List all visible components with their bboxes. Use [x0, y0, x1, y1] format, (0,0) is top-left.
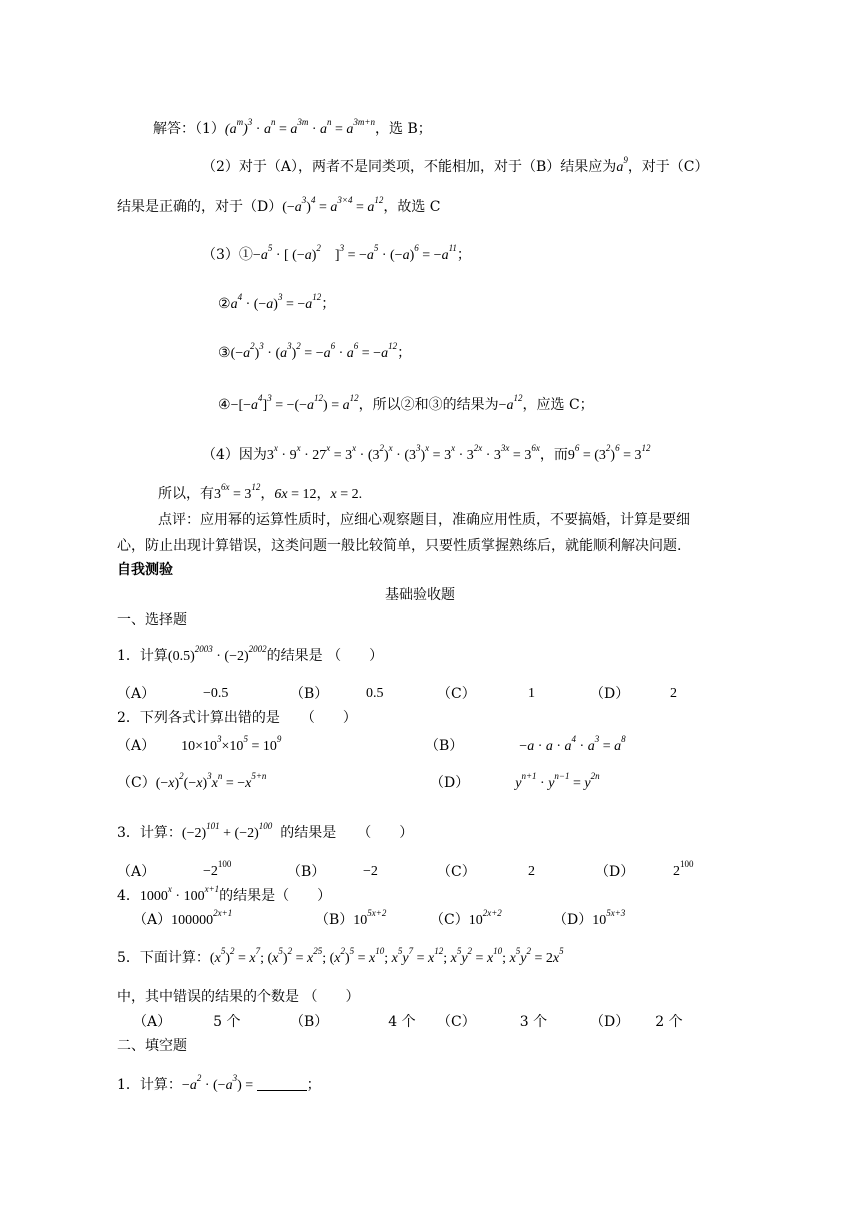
- solution-2b-text: 结果是正确的，对于（D）: [117, 199, 283, 215]
- q5-option-a[interactable]: [133, 1012, 240, 1032]
- q4-option-b-value: $10^{5x+2}$: [353, 908, 387, 928]
- q3-option-b[interactable]: [287, 862, 325, 882]
- solution-line-3-4: [218, 395, 594, 416]
- q5-option-c-label: （C）: [437, 1014, 476, 1030]
- q2-option-c-label: （C）: [117, 775, 156, 791]
- solution-3-1-math: $-a^5$ · [ $(-a)^2$ ]$^3 = -a^5 \cdot (-a)^6 = -a^{11}$: [252, 243, 457, 263]
- q2-option-b-math: $-a \cdot a \cdot a^4 \cdot a^3 = a^8$: [519, 734, 626, 754]
- q5-option-b-label: （B）: [290, 1014, 329, 1030]
- q1-option-a[interactable]: [117, 684, 155, 704]
- solution-4-mid: ，而: [539, 447, 568, 463]
- q1-option-d[interactable]: [590, 684, 629, 704]
- solution-line-3-1: [202, 245, 471, 266]
- q3-option-a-label: （A）: [117, 864, 156, 880]
- semicolon: ；: [456, 247, 471, 263]
- q5-option-c[interactable]: [437, 1012, 547, 1032]
- solution-3-2-label: ②: [218, 296, 231, 312]
- semicolon: ；: [321, 296, 336, 312]
- solution-4-math2: $9^6 = (3^2)^6 = 3^{12}$: [567, 443, 651, 463]
- q3-option-d[interactable]: [595, 862, 634, 882]
- self-test-heading: 自我测验: [117, 562, 173, 578]
- q2-stem: 2．下列各式计算出错的是 （ ）: [117, 710, 357, 726]
- solution-4-math: $3^x \cdot 9^x \cdot 27^x = 3^x \cdot (3^2)^x \cdot (3^3)^x = 3^x \cdot 3^{2x} \cdot 3^{3x} = 3^{6x}$: [266, 443, 540, 463]
- comment-line-1: 点评：应用幂的运算性质时，应细心观察题目，准确应用性质，不要搞婚，计算是要细: [158, 512, 690, 528]
- solution-1-math: $(a^m)^3 \cdot a^n = a^{3m} \cdot a^n = a^{3m+n}$: [224, 117, 375, 137]
- q3-option-b-label: （B）: [287, 864, 326, 880]
- solution-1-tail: ，选 B；: [375, 121, 432, 137]
- q4-option-a[interactable]: [133, 910, 232, 931]
- q5-option-a-label: （A）: [133, 1014, 172, 1030]
- solution-5-label: 所以，有: [158, 486, 214, 502]
- solution-2b-math: $(-a^3)^4 = a^{3\times 4} = a^{12}$: [282, 195, 384, 215]
- q5-option-d-value: 2 个: [655, 1014, 683, 1030]
- fill-1-answer-blank[interactable]: [257, 1076, 307, 1091]
- q4-option-c-label: （C）: [430, 912, 469, 928]
- q1-option-c[interactable]: [437, 684, 476, 704]
- q4-option-a-label: （A）: [133, 912, 172, 928]
- q3-option-d-value: $2^{100}$: [673, 859, 694, 879]
- q4-tail: 的结果是（ ）: [219, 888, 332, 904]
- q3-math: $(-2)^{101} + (-2)^{100}$: [181, 821, 273, 841]
- q2-option-c[interactable]: [117, 773, 266, 794]
- q3-option-c-value: 2: [528, 864, 535, 879]
- q1-math: $(0.5)^{2003} \cdot (-2)^{2002}$: [167, 644, 267, 664]
- q2-option-d-label: （D）: [430, 775, 470, 791]
- q2-option-a[interactable]: [117, 736, 281, 757]
- q1-option-a-value: [203, 684, 228, 704]
- q1-option-c-value: 1: [528, 686, 535, 701]
- q3-option-d-label: （D）: [595, 864, 635, 880]
- q1-option-b-label: （B）: [290, 686, 329, 702]
- q1-label: 1．计算: [117, 648, 168, 664]
- solution-5-math: $3^{6x} = 3^{12}$，6x = 12，x = 2.: [214, 482, 363, 502]
- q1-tail: 的结果是 （ ）: [266, 648, 384, 664]
- solution-line-3-2: [218, 294, 335, 315]
- fill-1-tail: ；: [306, 1077, 321, 1093]
- q1-option-b-value: 0.5: [366, 686, 384, 701]
- q2-option-b-label: （B）: [425, 738, 464, 754]
- q4-math: $1000^x \cdot 100^{x+1}$: [139, 884, 220, 904]
- q4-option-d-label: （D）: [553, 912, 593, 928]
- q2-option-c-math: $(-x)^2(-x)^3x^n = -x^{5+n}$: [155, 771, 267, 791]
- q4-option-c[interactable]: [430, 910, 502, 931]
- q5-option-b-value: 4 个: [388, 1014, 416, 1030]
- solution-4-label: （4）因为: [202, 447, 267, 463]
- q5-label: 5．下面计算：: [117, 950, 210, 966]
- solution-3-4-math: $-[-a^4]^3 = -(-a^{12}) = a^{12}$: [230, 393, 359, 413]
- solution-3-4-label: ④: [218, 397, 231, 413]
- q4-option-d-value: $10^{5x+3}$: [592, 908, 626, 928]
- self-test-subheading: 基础验收题: [385, 587, 455, 603]
- q2-option-b[interactable]: [425, 736, 626, 757]
- solution-3-3-math: $(-a^2)^3 \cdot (a^3)^2 = -a^6 \cdot a^6 = -a^{12}$: [230, 341, 398, 361]
- fill-1-label: 1．计算：: [117, 1077, 182, 1093]
- solution-line-2a: [202, 157, 709, 178]
- solution-3-label: （3）①: [202, 247, 253, 263]
- q5-stem: [117, 948, 564, 969]
- fill-1: [117, 1075, 321, 1096]
- q1-option-c-label: （C）: [437, 686, 476, 702]
- solution-2-tail: ，对于（C）: [627, 159, 709, 175]
- solution-line-5: [158, 484, 362, 505]
- q4-option-a-value: $100000^{2x+1}$: [171, 908, 233, 928]
- q5-option-d[interactable]: [590, 1012, 683, 1032]
- q4-option-c-value: $10^{2x+2}$: [468, 908, 502, 928]
- solution-3-4-math2: $-a^{12}$: [498, 393, 523, 413]
- q3-option-c-label: （C）: [437, 864, 476, 880]
- solution-2-math: $a^9$: [616, 155, 628, 175]
- q4-label: 4．: [117, 888, 140, 904]
- q2-option-d[interactable]: [430, 773, 600, 794]
- solution-2b-tail: ，故选 C: [383, 199, 441, 215]
- q1-option-b[interactable]: [290, 684, 328, 704]
- q1-a-val: −0.5: [203, 686, 229, 701]
- solution-line-1: [153, 119, 432, 140]
- q5-option-b[interactable]: [290, 1012, 416, 1032]
- q4-option-d[interactable]: [553, 910, 625, 931]
- solution-line-4: [202, 445, 650, 466]
- solution-3-4-tail: ，所以②和③的结果为: [358, 397, 499, 413]
- solution-line-2b: [117, 197, 441, 218]
- q3-option-a-value: $-2^{100}$: [203, 859, 232, 879]
- section-2-title: 二、填空题: [117, 1038, 187, 1054]
- q2-option-d-math: $y^{n+1} \cdot y^{n-1} = y^{2n}$: [515, 771, 600, 791]
- fill-1-math: $-a^2 \cdot (-a^3)$ =: [181, 1073, 257, 1093]
- q4-stem: [117, 886, 331, 907]
- solution-2-text: （2）对于（A），两者不是同类项，不能相加，对于（B）结果应为: [202, 159, 617, 175]
- q1-stem: [117, 646, 383, 667]
- q5-option-a-value: 5 个: [213, 1014, 241, 1030]
- q3-option-a[interactable]: [117, 862, 155, 882]
- q1-option-d-value: 2: [670, 686, 677, 701]
- q4-option-b[interactable]: [315, 910, 386, 931]
- q1-option-a-label: （A）: [117, 686, 156, 702]
- q2-option-a-label: （A）: [117, 738, 156, 754]
- q4-option-b-label: （B）: [315, 912, 354, 928]
- solution-3-4-tail2: ，应选 C；: [522, 397, 594, 413]
- section-1-title: 一、选择题: [117, 612, 187, 628]
- q5-stem-line-2: 中，其中错误的结果的个数是 （ ）: [117, 989, 360, 1005]
- q5-option-c-value: 3 个: [519, 1014, 548, 1030]
- q3-label: 3．计算：: [117, 825, 182, 841]
- solution-3-2-math: $a^4 \cdot (-a)^3 = -a^{12}$: [230, 292, 322, 312]
- comment-line-2: 心，防止出现计算错误，这类问题一般比较简单，只要性质掌握熟练后，就能顺利解决问题.: [117, 538, 682, 554]
- solution-line-3-3: [218, 343, 411, 364]
- q5-math: $(x^5)^2 = x^7$; $(x^5)^2 = x^{25}$; $(x^2)^5 = x^{10}$; $x^5y^7 = x^{12}$; $x^5y^2 = x^{10}$; $x^5y^2 = 2x^5$: [209, 946, 564, 966]
- solution-3-3-label: ③: [218, 345, 231, 361]
- q5-option-d-label: （D）: [590, 1014, 630, 1030]
- solution-1-label: 解答：（1）: [153, 121, 225, 137]
- q3-stem: [117, 823, 413, 844]
- semicolon: ；: [397, 345, 412, 361]
- q2-option-a-math: $10\times 10^3\times 10^5 = 10^9$: [181, 734, 282, 754]
- q3-option-c[interactable]: [437, 862, 476, 882]
- q3-tail: 的结果是 （ ）: [280, 825, 414, 841]
- q1-option-d-label: （D）: [590, 686, 630, 702]
- q3-option-b-value: −2: [363, 864, 378, 879]
